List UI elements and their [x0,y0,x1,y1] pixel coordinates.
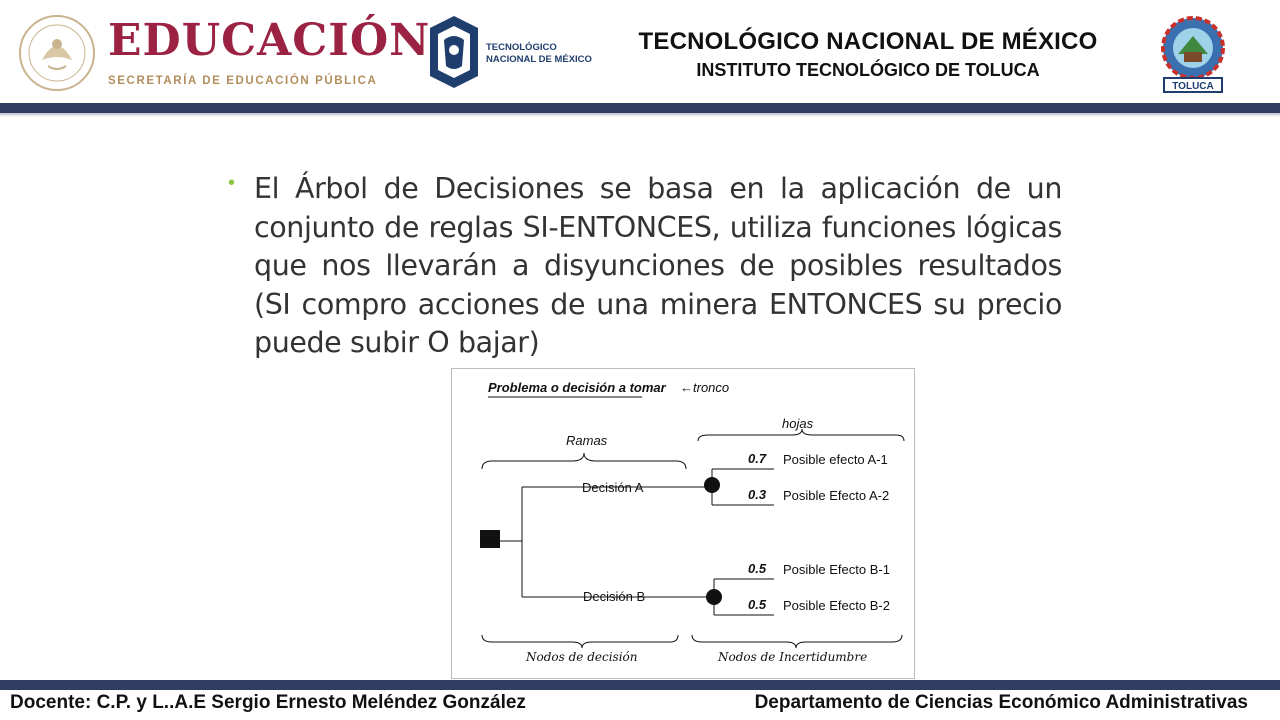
ramas-brace [482,453,686,469]
toluca-logo-icon [1154,14,1232,94]
tecnm-line2: NACIONAL DE MÉXICO [486,54,592,65]
effect-a2: Posible Efecto A-2 [783,488,890,503]
effect-b1: Posible Efecto B-1 [783,562,890,577]
prob-b2: 0.5 [748,597,767,612]
mexico-seal-icon [18,14,96,92]
institution-title: TECNOLÓGICO NACIONAL DE MÉXICO [638,28,1098,55]
sep-subtitle: SECRETARÍA DE EDUCACIÓN PÚBLICA [108,75,378,87]
nodos-decision-label: Nodos de decisión [526,650,638,664]
decision-tree-diagram [451,368,915,679]
decision-a-label: Decisión A [582,480,644,495]
nodos-incertidumbre-label: Nodos de Incertidumbre [718,650,868,664]
decision-tree-lines [452,369,914,678]
header-bar [0,103,1280,113]
prob-b1: 0.5 [748,561,767,576]
hojas-label: hojas [782,416,814,431]
problem-label: Problema o decisión a tomar [488,380,666,395]
institute-subtitle: INSTITUTO TECNOLÓGICO DE TOLUCA [696,60,1040,80]
tecnm-logo-icon [426,14,482,90]
footer-docente: Docente: C.P. y L..A.E Sergio Ernesto Meléndez González [10,692,526,713]
footer-bar [0,680,1280,690]
trunk-label: ←tronco [680,380,730,395]
toluca-logo-label: TOLUCA [1172,81,1214,92]
bullet-icon: • [228,172,236,194]
ramas-label: Ramas [566,433,608,448]
effect-a1: Posible efecto A-1 [783,452,888,467]
tecnm-logo-text [486,42,592,66]
decision-node-square [480,530,500,548]
header-shadow [0,113,1280,117]
effect-b2: Posible Efecto B-2 [783,598,890,613]
educacion-logo-text: EDUCACIÓN [108,15,431,66]
tecnm-line1: TECNOLÓGICO [486,42,557,53]
footer-departamento: Departamento de Ciencias Económico Administrativas [754,692,1248,713]
bullet-text: El Árbol de Decisiones se basa en la aplicación de un conjunto de reglas SI-ENTONCES, utiliza funciones lógicas que nos llevarán a disyunciones de posibles resultados (SI compro acciones de una minera ENTONCES su precio puede subir O bajar) [254,172,1062,359]
header [0,0,1280,104]
nodos-incertidumbre-brace [692,635,902,648]
prob-a2: 0.3 [748,487,767,502]
nodos-decision-brace [482,635,678,648]
prob-a1: 0.7 [748,451,767,466]
decision-b-label: Decisión B [583,589,646,604]
